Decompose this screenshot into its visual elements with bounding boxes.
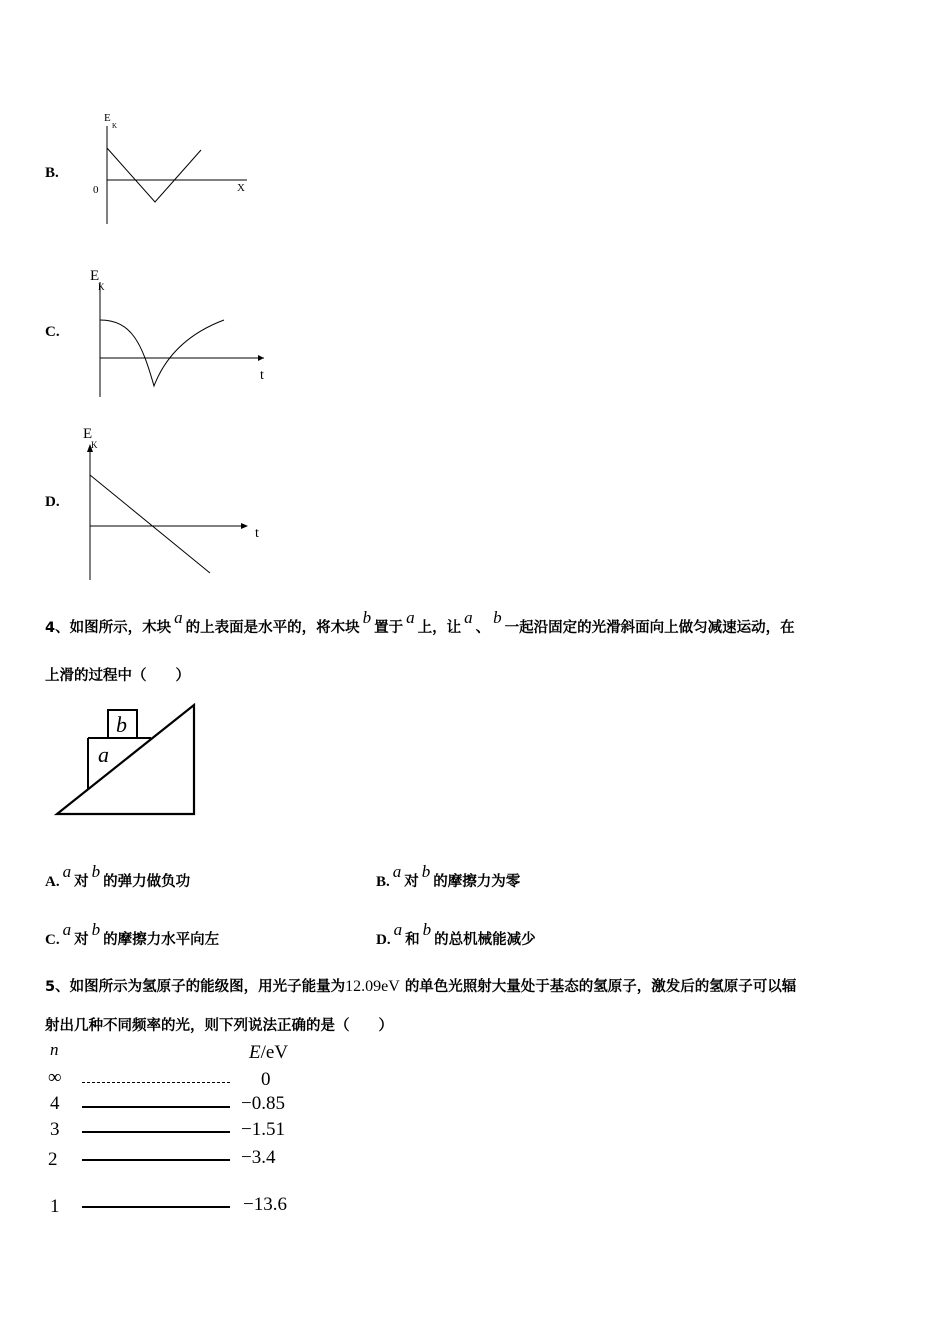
q5-line2: 射出几种不同频率的光，则下列说法正确的是（ ） xyxy=(45,1018,393,1034)
graph-d-ysub: K xyxy=(91,440,98,450)
var-a: a xyxy=(174,608,183,627)
block-b-label: b xyxy=(116,712,127,737)
graph-c-xlabel: t xyxy=(260,368,264,383)
level-e-inf: 0 xyxy=(261,1069,271,1090)
n-header: n xyxy=(50,1040,59,1059)
level-n-2: 2 xyxy=(48,1149,58,1170)
level-e-2: −3.4 xyxy=(241,1147,276,1168)
graph-b-xlabel: X xyxy=(237,182,245,194)
graph-c xyxy=(82,262,282,402)
graph-d-xlabel: t xyxy=(255,526,259,541)
q4-incline-figure xyxy=(52,700,202,820)
var-a: a xyxy=(464,608,473,627)
q4-line1: 4、如图所示，木块a的上表面是水平的，将木块b置于a上，让a、b一起沿固定的光滑斜面向上做匀减速运动，在 xyxy=(45,608,795,636)
level-n-4: 4 xyxy=(50,1093,60,1114)
level-line-2 xyxy=(82,1159,230,1161)
graph-b-origin: 0 xyxy=(93,184,99,196)
q4-number: 4、 xyxy=(45,620,70,636)
graph-c-curve xyxy=(100,320,224,386)
option-c-label: C. xyxy=(45,324,60,340)
level-n-1: 1 xyxy=(50,1196,60,1217)
var-b: b xyxy=(362,608,372,627)
var-b: b xyxy=(493,608,502,627)
q5-number: 5、 xyxy=(45,979,70,995)
level-n-3: 3 xyxy=(50,1119,60,1140)
q4-option-c[interactable]: C.a对b的摩擦力水平向左 xyxy=(45,920,220,948)
option-b-label: B. xyxy=(45,165,59,181)
graph-d xyxy=(78,420,278,585)
var-a: a xyxy=(406,608,415,627)
graph-c-ylabel: E xyxy=(90,268,100,284)
graph-b-curve xyxy=(107,148,201,202)
block-a-label: a xyxy=(98,742,109,767)
level-e-1: −13.6 xyxy=(243,1194,287,1215)
e-header: E/eV xyxy=(249,1042,289,1063)
graph-b xyxy=(85,108,265,228)
graph-d-line xyxy=(90,475,210,573)
q4-option-b[interactable]: B.a对b的摩擦力为零 xyxy=(376,862,521,890)
graph-b-ysub: K xyxy=(112,122,118,130)
level-n-inf: ∞ xyxy=(48,1067,62,1088)
level-line-1 xyxy=(82,1206,230,1208)
q4-option-d[interactable]: D.a和b的总机械能减少 xyxy=(376,920,536,948)
level-line-inf xyxy=(82,1082,230,1083)
level-e-3: −1.51 xyxy=(241,1119,285,1140)
option-d-label: D. xyxy=(45,494,60,510)
energy-level-diagram xyxy=(45,1040,305,1225)
graph-d-ylabel: E xyxy=(83,426,93,442)
level-line-4 xyxy=(82,1106,230,1108)
photon-energy: 12.09eV xyxy=(345,978,400,995)
graph-b-ylabel: E xyxy=(104,112,111,124)
level-line-3 xyxy=(82,1131,230,1133)
q4-line2: 上滑的过程中（ ） xyxy=(45,668,190,684)
q5-line1: 5、如图所示为氢原子的能级图，用光子能量为12.09eV 的单色光照射大量处于基态的氢原子，激发后的氢原子可以辐 xyxy=(45,978,797,995)
graph-c-ysub: K xyxy=(98,282,105,292)
q4-option-a[interactable]: A.a对b的弹力做负功 xyxy=(45,862,191,890)
level-e-4: −0.85 xyxy=(241,1093,285,1114)
